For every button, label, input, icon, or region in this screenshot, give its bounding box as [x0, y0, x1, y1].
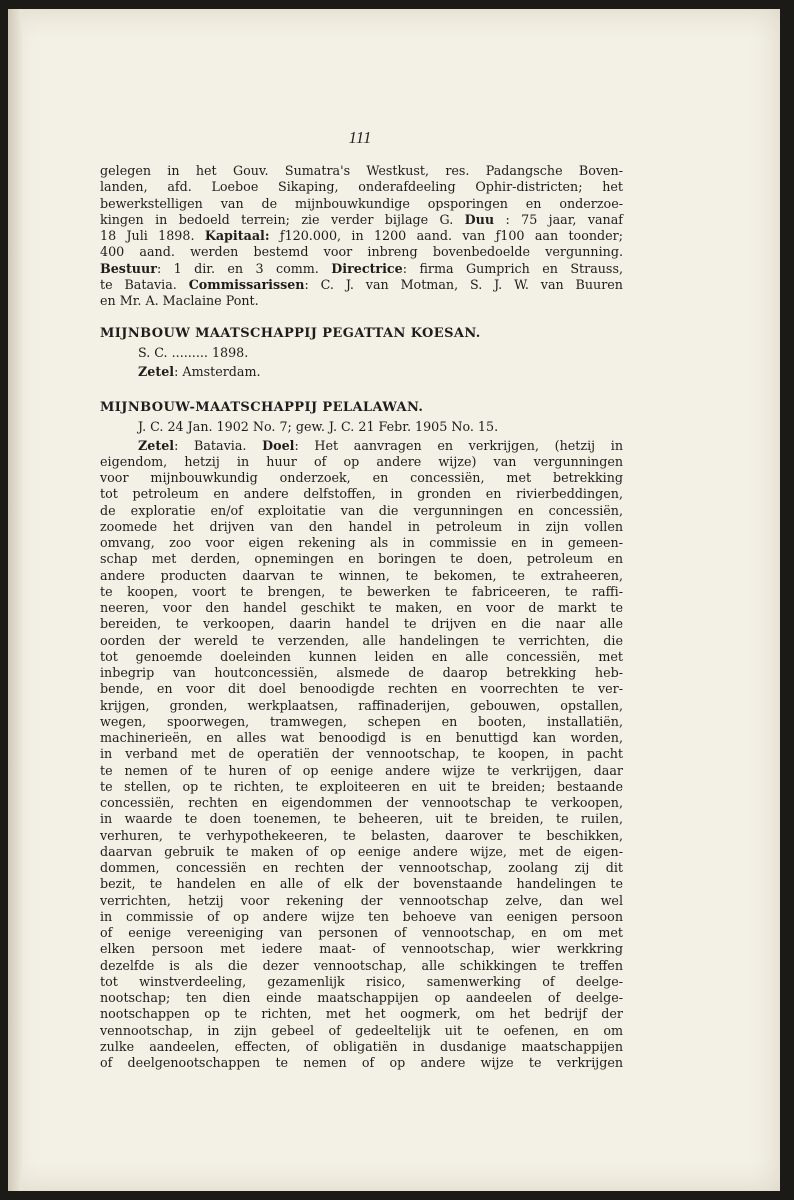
text-line: zoomede het drijven van den handel in petroleum in zijn vollen: [100, 518, 623, 534]
text-line: verrichten, hetzij voor rekening der vennootschap zelve, dan wel: [100, 892, 623, 908]
section-pelalawan: [100, 400, 623, 1071]
text-line: gelegen in het Gouv. Sumatra's Westkust, res. Padangsche Boven-: [100, 163, 623, 178]
text-line: in verband met de operatiën der vennootschap, te koopen, in pacht: [100, 746, 623, 762]
text-line: dommen, concessiën en rechten der vennootschap, zoolang zij dit: [100, 860, 623, 875]
intro-paragraph: [100, 163, 623, 309]
zetel-doel-line: Zetel: Batavia. Doel: Het aanvragen en verkrijgen, (hetzij in: [138, 437, 623, 453]
text-line: andere producten daarvan te winnen, te bekomen, te extraheeren,: [100, 567, 623, 583]
text-line: bezit, te handelen en alle of elk der bovenstaande handelingen te: [100, 876, 623, 892]
text-line: tot petroleum en andere delfstoffen, in gronden en rivierbeddingen,: [100, 486, 623, 502]
text-line: verhuren, te verhypothekeeren, te belasten, daarover te beschikken,: [100, 827, 623, 843]
text-line: te koopen, voort te brengen, te bewerken te fabriceeren, te raffi-: [100, 583, 623, 599]
text-line: elken persoon met iedere maat- of vennootschap, wier werkkring: [100, 941, 623, 957]
text-line: 400 aand. werden bestemd voor inbreng bovenbedoelde vergunning.: [100, 244, 623, 260]
text-line: landen, afd. Loeboe Sikaping, onderafdeeling Ophir-districten; het: [100, 179, 623, 195]
text-line: concessiën, rechten en eigendommen der vennootschap te verkoopen,: [100, 795, 623, 810]
text-line: vennootschap, in zijn gebeel of gedeeltelijk uit te oefenen, en om: [100, 1022, 623, 1038]
text-line: machinerieën, en alles wat benoodigd is en benuttigd kan worden,: [100, 730, 623, 745]
page-number: 111: [348, 128, 372, 147]
text-line: nootschappen op te richten, met het oogmerk, om het bedrijf der: [100, 1006, 623, 1022]
doel-body: [100, 454, 623, 1072]
text-line: krijgen, gronden, werkplaatsen, raffinaderijen, gebouwen, opstallen,: [100, 697, 623, 713]
text-line: bereiden, te verkoopen, daarin handel te drijven en die naar alle: [100, 616, 623, 632]
text-line: 18 Juli 1898. Kapitaal: ƒ120.000, in 1200 aand. van ƒ100 aan toonder;: [100, 228, 623, 243]
zetel-line: Zetel: Amsterdam.: [138, 363, 261, 379]
text-line: wegen, spoorwegen, tramwegen, schepen en booten, installatiën,: [100, 713, 623, 729]
jc-line: J. C. 24 Jan. 1902 No. 7; gew. J. C. 21 Febr. 1905 No. 15.: [138, 419, 499, 435]
section-pegattan-koesan: [100, 326, 623, 380]
text-line: te Batavia. Commissarissen: C. J. van Motman, S. J. W. van Buuren: [100, 276, 623, 292]
text-line: tot genoemde doeleinden kunnen leiden en alle concessiën, met: [100, 648, 623, 664]
text-line: en Mr. A. Maclaine Pont.: [100, 293, 259, 308]
text-line: of deelgenootschappen te nemen of op andere wijze te verkrijgen: [100, 1055, 623, 1070]
text-line: kingen in bedoeld terrein; zie verder bijlage G. Duu : 75 jaar, vanaf: [100, 211, 623, 227]
text-line: inbegrip van houtconcessiën, alsmede de daarop betrekking heb-: [100, 665, 623, 680]
text-line: oorden der wereld te verzenden, alle handelingen te verrichten, die: [100, 632, 623, 648]
text-line: daarvan gebruik te maken of op eenige andere wijze, met de eigen-: [100, 843, 623, 859]
page-gutter: [8, 9, 22, 1191]
text-line: of eenige vereeniging van personen of vennootschap, en om met: [100, 925, 623, 940]
text-line: omvang, zoo voor eigen rekening als in commissie en in gemeen-: [100, 535, 623, 550]
text-line: zulke aandeelen, effecten, of obligatiën in dusdanige maatschappijen: [100, 1038, 623, 1054]
text-line: te stellen, op te richten, te exploiteeren en uit te breiden; bestaande: [100, 778, 623, 794]
text-line: eigendom, hetzij in huur of op andere wijze) van vergunningen: [100, 453, 623, 469]
text-line: voor mijnbouwkundig onderzoek, en concessiën, met betrekking: [100, 470, 623, 485]
text-line: bende, en voor dit doel benoodigde rechten en voorrechten te ver-: [100, 681, 623, 697]
text-line: te nemen of te huren of op eenige andere wijze te verkrijgen, daar: [100, 762, 623, 778]
text-line: schap met derden, opnemingen en boringen te doen, petroleum en: [100, 551, 623, 567]
text-line: Bestuur: 1 dir. en 3 comm. Directrice: firma Gumprich en Strauss,: [100, 260, 623, 276]
sc-line: S. C. ......... 1898.: [138, 345, 249, 361]
text-line: bewerkstelligen van de mijnbouwkundige opsporingen en onderzoe-: [100, 195, 623, 211]
text-line: neeren, voor den handel geschikt te maken, en voor de markt te: [100, 600, 623, 615]
text-line: tot winstverdeeling, gezamenlijk risico, samenwerking of deelge-: [100, 973, 623, 989]
text-line: de exploratie en/of exploitatie van die vergunningen en concessiën,: [100, 502, 623, 518]
text-line: nootschap; ten dien einde maatschappijen op aandeelen of deelge-: [100, 990, 623, 1005]
section-title: MIJNBOUW-MAATSCHAPPIJ PELALAWAN.: [100, 400, 424, 415]
text-line: dezelfde is als die dezer vennootschap, alle schikkingen te treffen: [100, 957, 623, 973]
text-line: in commissie of op andere wijze ten behoeve van eenigen persoon: [100, 908, 623, 924]
text-line: in waarde te doen toenemen, te beheeren, uit te breiden, te ruilen,: [100, 811, 623, 827]
section-title: MIJNBOUW MAATSCHAPPIJ PEGATTAN KOESAN.: [100, 326, 481, 341]
